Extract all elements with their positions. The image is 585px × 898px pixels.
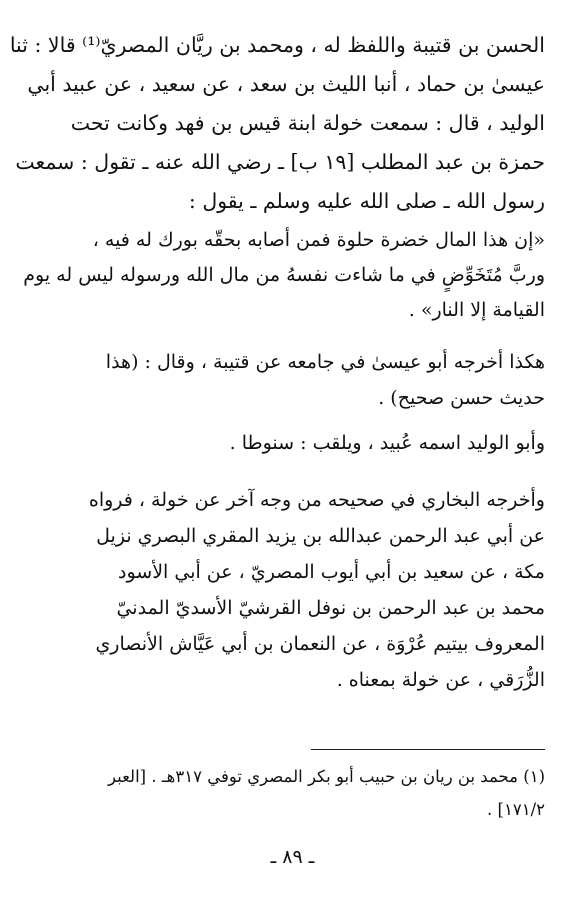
paragraph-abu-al-walid-note <box>40 425 545 461</box>
text-line: حمزة بن عبد المطلب [١٩ ب] ـ رضي الله عنه ـ تقول : سمعت <box>15 150 545 174</box>
paragraph-isnad <box>9 26 545 221</box>
text-line: حديث حسن صحيح) . <box>378 387 545 409</box>
paragraph-tirmidhi-note <box>40 344 545 416</box>
text-line: وربَّ مُتَخَوِّضٍ في ما شاءت نفسهُ من مال الله ورسوله ليس له يوم <box>23 264 545 286</box>
text-line: عن أبي عبد الرحمن عبدالله بن يزيد المقري البصري نزيل <box>96 525 545 547</box>
text-line: مكة ، عن سعيد بن أبي أيوب المصريّ ، عن أبي الأسود <box>118 561 545 583</box>
page-number: ـ ٨٩ ـ <box>270 846 315 868</box>
text-line: وأبو الوليد اسمه عُبيد ، ويلقب : سنوطا . <box>229 432 545 454</box>
paragraph-hadith-text <box>23 223 545 328</box>
footnote-separator <box>311 749 545 750</box>
text-line: الزُّرَقي ، عن خولة بمعناه . <box>336 669 545 691</box>
text-line: رسول الله ـ صلى الله عليه وسلم ـ يقول : <box>188 189 545 213</box>
footnote <box>40 760 545 826</box>
footnote-line: (١) محمد بن ريان بن حبيب أبو بكر المصري توفي ٣١٧هـ . [العبر <box>108 767 545 786</box>
text-line: وأخرجه البخاري في صحيحه من وجه آخر عن خولة ، فرواه <box>88 489 545 511</box>
text-line: «إن هذا المال خضرة حلوة فمن أصابه بحقّه بورك له فيه ، <box>92 229 545 251</box>
text-line: عيسىٰ بن حماد ، أنبا الليث بن سعد ، عن سعيد ، عن عبيد أبي <box>27 72 545 96</box>
text-line: القيامة إلا النار» . <box>408 299 545 321</box>
text-line: الحسن بن قتيبة واللفظ له ، ومحمد بن ريَّان المصريّ⁽¹⁾ قالا : ثنا <box>9 33 545 57</box>
text-line: الوليد ، قال : سمعت خولة ابنة قيس بن فهد وكانت تحت <box>70 111 545 135</box>
text-line: محمد بن عبد الرحمن بن نوفل القرشيّ الأسديّ المدنيّ <box>116 597 545 619</box>
text-line: المعروف بيتيم عُرْوَة ، عن النعمان بن أبي عَيَّاش الأنصاري <box>95 633 545 655</box>
text-line: هكذا أخرجه أبو عيسىٰ في جامعه عن قتيبة ، وقال : (هذا <box>105 351 545 373</box>
footnote-line: ١٧١/٢] . <box>487 800 545 819</box>
paragraph-bukhari-note <box>40 482 545 698</box>
